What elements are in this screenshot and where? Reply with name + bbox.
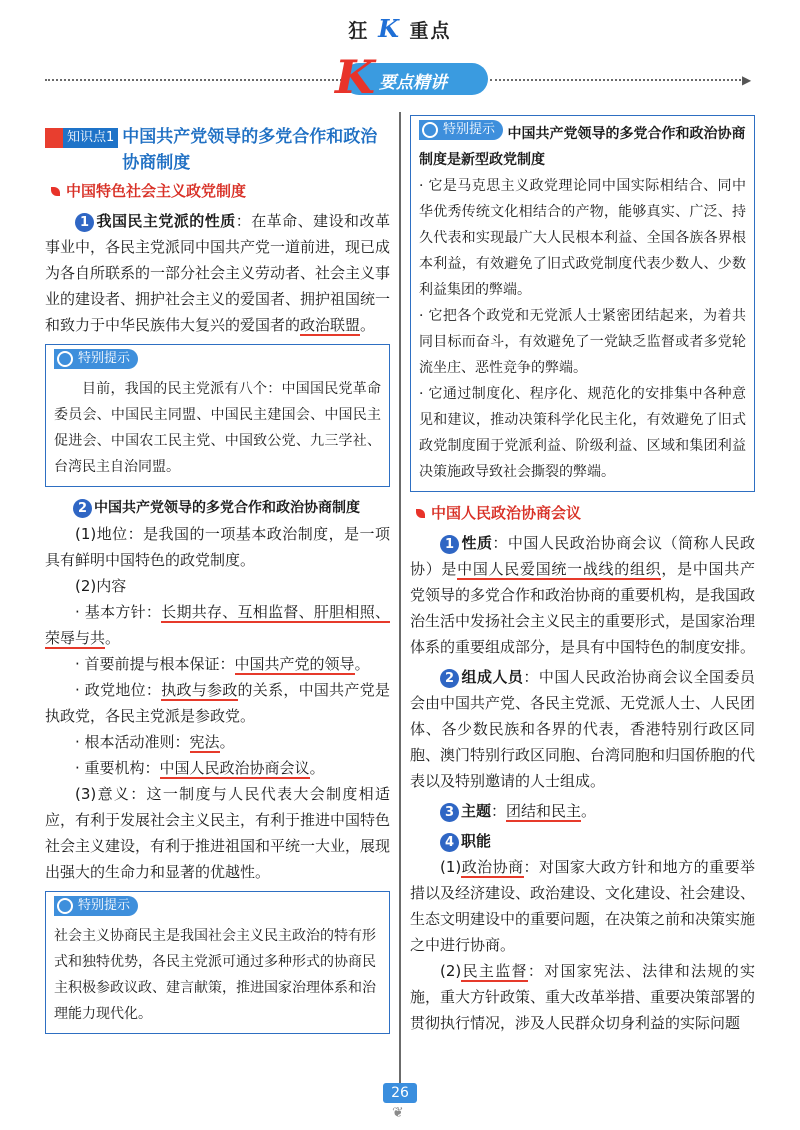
header-title: 狂 K 重点 [348, 14, 452, 43]
paragraph-consultation: (1)政治协商：对国家大政方针和地方的重要举措以及经济建设、政治建设、文化建设、社会建设、生态文明建设中的重要问题，在决策之前和决策实施之中进行协商。 [410, 858, 756, 954]
tip-label: 特别提示 [419, 120, 503, 140]
dotted-divider-left [45, 79, 350, 81]
paragraph-theme: 3 主题：团结和民主。 [410, 798, 755, 824]
tip-icon [57, 351, 73, 367]
number-badge: 1 [75, 213, 94, 232]
book-icon [45, 128, 63, 148]
page-number: 26 [383, 1083, 417, 1103]
number-badge: 1 [440, 535, 459, 554]
paragraph-members: 2 组成人员：中国人民政治协商会议全国委员会由中国共产党、各民主党派、无党派人士、人民团体、各少数民族和各界的代表，香港特别行政区同胞、澳门特别行政区同胞、台湾同胞和归国侨胞的代表以及特别邀请的人士组成。 [410, 668, 756, 790]
tip-box [410, 115, 755, 492]
paragraph-party-nature: 1 我国民主党派的性质：在革命、建设和改革事业中，各民主党派同中国共产党一道前进，现已成为各自所联系的一部分社会主义劳动者、社会主义事业的建设者、拥护社会主义的爱国者、拥护祖国统一和致力于中华民族伟大复兴的爱国者的政治联盟。 [45, 212, 391, 334]
criterion-line: · 根本活动准则：宪法。 [75, 733, 235, 751]
underlined-term: 政治联盟 [300, 316, 361, 334]
section-heading: 中国特色社会主义政党制度 [45, 178, 390, 204]
status-line: (1)地位：是我国的一项基本政治制度，是一项具有鲜明中国特色的政党制度。 [45, 525, 390, 569]
left-column [45, 120, 390, 1042]
tip-header [419, 120, 746, 173]
number-badge: 4 [440, 833, 459, 852]
knowledge-point-heading [45, 124, 390, 176]
tip-label: 特别提示 [54, 349, 138, 369]
institution-line: · 重要机构：中国人民政治协商会议。 [75, 759, 325, 777]
bird-icon: ❦ [392, 1105, 404, 1121]
tip-title: 中国共产党领导的多党合作和政治协商制度是新型政党制度 [419, 126, 746, 168]
paragraph-supervision: (2)民主监督：对国家宪法、法律和法规的实施，重大方针政策、重大改革举措、重要决策部署的贯彻执行情况，涉及人民群众切身利益的实际问题 [410, 962, 756, 1032]
section-heading: 中国人民政治协商会议 [410, 500, 755, 526]
paragraph-cppcc-nature: 1 性质：中国人民政治协商会议（简称人民政协）是中国人民爱国统一战线的组织，是中国共产党领导的多党合作和政治协商的重要机构，是我国政治生活中发扬社会主义民主的重要形式，是国家治理体系的重要组成部分，是具有中国特色的制度安排。 [410, 534, 756, 656]
tip-bullet: · 它把各个政党和无党派人士紧密团结起来，为着共同目标而奋斗，有效避免了一党缺乏监督或者多党轮流坐庄、恶性竞争的弊端。 [419, 308, 746, 376]
tip-icon [57, 898, 73, 914]
tip-box [45, 891, 390, 1034]
tip-label: 特别提示 [54, 896, 138, 916]
leaf-icon [51, 187, 60, 196]
tip-text: 社会主义协商民主是我国社会主义民主政治的特有形式和独特优势，各民主党派可通过多种形式的协商民主积极参政议政、建言献策，推进国家治理体系和治理能力现代化。 [54, 928, 376, 1022]
knowledge-point-title: 中国共产党领导的多党合作和政治协商制度 [122, 127, 378, 173]
arrow-right-icon: ▶ [742, 73, 752, 87]
paragraph-functions-heading: 4 职能 [410, 828, 755, 854]
banner-text: 要点精讲 [379, 73, 447, 93]
tip-icon [422, 122, 438, 138]
knowledge-point-badge: 知识点1 [45, 128, 118, 148]
tip-text: 目前，我国的民主党派有八个：中国国民党革命委员会、中国民主同盟、中国民主建国会、中国民主促进会、中国农工民主党、中国致公党、九三学社、台湾民主自治同盟。 [54, 381, 381, 475]
number-badge: 3 [440, 803, 459, 822]
header-k-logo: K [378, 14, 401, 43]
tip-box [45, 344, 390, 487]
column-divider [399, 112, 401, 1090]
leaf-icon [416, 509, 425, 518]
tip-bullet: · 它是马克思主义政党理论同中国实际相结合、同中华优秀传统文化相结合的产物，能够真实、广泛、持久代表和实现最广大人民根本利益、全国各族各界根本利益，有效避免了旧式政党制度代表少数人、少数利益集团的弊端。 [419, 178, 746, 298]
banner-k-logo: K [335, 50, 375, 104]
section-banner [335, 50, 488, 104]
party-status-line: · 政党地位：执政与参政的关系，中国共产党是执政党，各民主党派是参政党。 [45, 681, 390, 725]
right-column [410, 115, 755, 1036]
content-line: (2)内容 [75, 577, 127, 595]
number-badge: 2 [440, 669, 459, 688]
number-badge: 2 [73, 499, 92, 518]
policy-line: · 基本方针：长期共存、互相监督、肝胆相照、荣辱与共。 [45, 603, 390, 647]
significance-line: (3)意义：这一制度与人民代表大会制度相适应，有利于发展社会主义民主，有利于推进中国特色社会主义建设，有利于推进祖国和平统一大业，展现出强大的生命力和显著的优越性。 [45, 785, 391, 881]
premise-line: · 首要前提与根本保证：中国共产党的领导。 [75, 655, 370, 673]
dotted-divider-right [490, 79, 745, 81]
paragraph-heading: 2 中国共产党领导的多党合作和政治协商制度 [45, 495, 390, 521]
tip-bullet: · 它通过制度化、程序化、规范化的安排集中各种意见和建议，推动决策科学化民主化，有效避免了旧式政党制度囿于党派利益、阶级利益、区域和集团利益决策施政导致社会撕裂的弊端。 [419, 386, 746, 480]
